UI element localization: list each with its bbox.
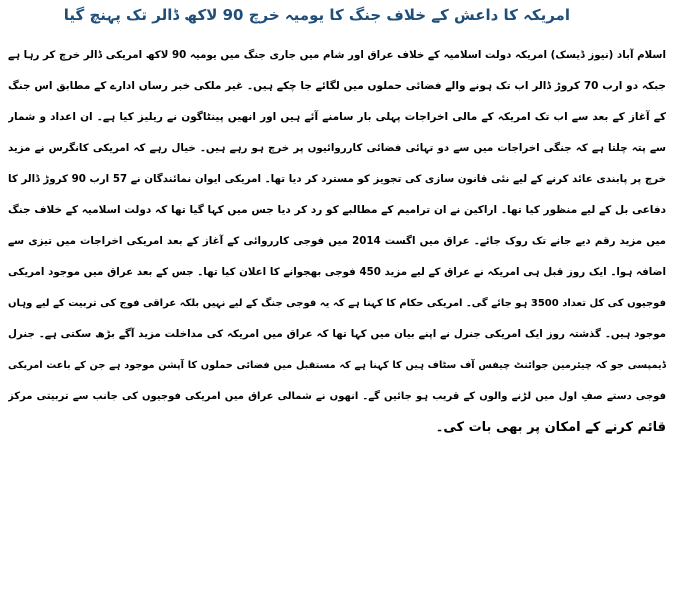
article-line: جبکہ دو ارب 70 کروڑ ڈالر اب تک ہونے والے فضائی حملوں میں لگائے جا چکے ہیں۔ غیر ملکی خبر رساں ادارے کے مطابق اس جنگ [8,80,666,92]
article-line: میں مزید رقم دیے جانے تک روک جائے۔ عراق میں اگست 2014 میں فوجی کارروائی کے آغاز کے بعد امریکی اخراجات میں تیزی سے [8,235,666,247]
article-line: موجود ہیں۔ گذشتہ روز ایک امریکی جنرل نے اپنے بیان میں کہا تھا کہ عراق میں امریکہ کی مداخلت مزید آگے بڑھ سکتی ہے۔ جنرل [8,328,666,340]
article-line: اضافہ ہوا۔ ایک روز قبل ہی امریکہ نے عراق کے لیے مزید 450 فوجی بھجوانے کا اعلان کیا تھا۔ جس کے بعد عراق میں موجود امریکی [8,266,666,278]
article-line: کے آغاز کے بعد سے اب تک امریکہ کے مالی اخراجات پہلی بار سامنے آئے ہیں اور انھیں پینٹاگون نے ریلیز کیا ہے۔ ان اعداد و شمار [8,111,666,123]
article-line: خرچ پر پابندی عائد کرنے کے لیے نئی قانون سازی کی تجویز کو مسترد کر دیا تھا۔ امریکی ایوان نمائندگان نے 57 ارب 90 کروڑ ڈالر کا [8,173,666,185]
article-line: ڈیمپسی جو کہ چیئرمین جوائنٹ چیفس آف سٹاف ہیں کا کہنا ہے کہ مستقبل میں فضائی حملوں کا آپشن موجود ہے جن کے باعث امریکی [8,360,666,371]
article-line: سے پتہ چلتا ہے کہ جنگی اخراجات میں سے دو تہائی فضائی کارروائیوں پر خرچ ہو رہے ہیں۔ خیال رہے کہ امریکی کانگرس نے مزید [8,142,666,154]
article-line: فوجیوں کی کل تعداد 3500 ہو جائے گی۔ امریکی حکام کا کہنا ہے کہ یہ فوجی جنگ کے لیے نہیں بلکہ عراقی فوج کی تربیت کے لیے وہاں [8,298,666,309]
article-line: قائم کرنے کے امکان پر بھی بات کی۔ [435,420,666,435]
article-line: اسلام آباد (نیوز ڈیسک) امریکہ دولت اسلامیہ کے خلاف عراق اور شام میں جاری جنگ میں یومیہ 90 لاکھ امریکی ڈالر خرچ کر رہا ہے [8,49,666,61]
article-line: فوجی دستے صفِ اول میں لڑنے والوں کے قریب ہو جائیں گے۔ انھوں نے شمالی عراق میں امریکی فوجیوں کی جانب سے تربیتی مرکز [8,391,666,402]
article-headline: امریکہ کا داعش کے خلاف جنگ کا یومیہ خرچ 90 لاکھ ڈالر تک پہنچ گیا [63,6,570,24]
article-body [8,40,666,443]
article-line: دفاعی بل کے لیے منظور کیا تھا۔ اراکین نے ان ترامیم کے مطالبے کو رد کر دیا جس میں کہا گیا تھا کہ دولت اسلامیہ کے خلاف جنگ [8,204,666,216]
